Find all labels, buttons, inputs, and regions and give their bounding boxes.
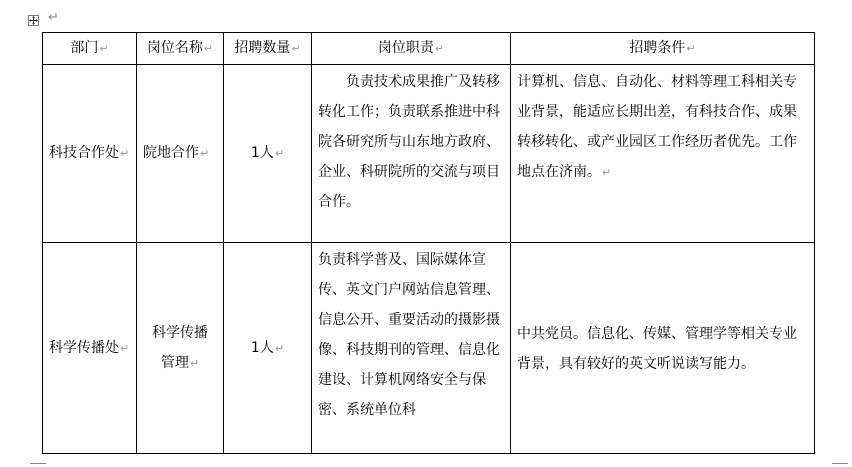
table-header-row [43, 33, 815, 65]
header-department: 部门↵ [43, 33, 137, 65]
position-cell: 科学传播 管理↵ [137, 243, 224, 454]
header-requirements: 招聘条件↵ [511, 33, 815, 65]
count-cell: 1人↵ [224, 243, 312, 454]
paragraph-mark: ↵ [48, 10, 59, 25]
count-cell: 1人↵ [224, 65, 312, 243]
table-move-handle-icon[interactable] [28, 15, 39, 26]
table-row [43, 243, 815, 454]
recruitment-table [42, 32, 815, 454]
department-cell: 科技合作处↵ [43, 65, 137, 243]
requirements-cell: 计算机、信息、自动化、材料等理工科相关专业背景，能适应长期出差，有科技合作、成果转移转化、或产业园区工作经历者优先。工作地点在济南。↵ [511, 65, 815, 243]
header-duties: 岗位职责↵ [312, 33, 511, 65]
table-row [43, 65, 815, 243]
duties-cell: 负责科学普及、国际媒体宣传、英文门户网站信息管理、信息公开、重要活动的摄影摄像、科技期刊的管理、信息化建设、计算机网络安全与保密、系统单位科 [312, 243, 511, 454]
duties-cell: 负责技术成果推广及转移转化工作；负责联系推进中科院各研究所与山东地方政府、企业、科研院所的交流与项目合作。 [312, 65, 511, 243]
requirements-cell: 中共党员。信息化、传媒、管理学等相关专业背景，具有较好的英文听说读写能力。 [511, 243, 815, 454]
header-position: 岗位名称↵ [137, 33, 224, 65]
position-cell: 院地合作↵ [137, 65, 224, 243]
department-cell: 科学传播处↵ [43, 243, 137, 454]
margin-mark [832, 463, 848, 464]
margin-mark [30, 463, 46, 464]
header-count: 招聘数量↵ [224, 33, 312, 65]
